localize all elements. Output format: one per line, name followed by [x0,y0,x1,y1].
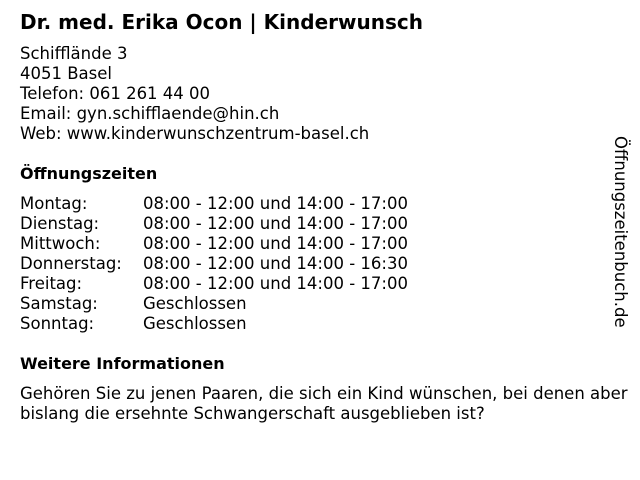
hours-time: 08:00 - 12:00 und 14:00 - 17:00 [143,214,408,233]
hours-time: 08:00 - 12:00 und 14:00 - 17:00 [143,194,408,213]
hours-row-sunday [20,314,408,334]
hours-row-saturday [20,294,408,314]
more-info-text: Gehören Sie zu jenen Paaren, die sich ein Kind wünschen, bei denen aber bislang die ersehnte Schwangerschaft ausgeblieben ist? [20,384,628,423]
hours-row-tuesday [20,214,408,234]
hours-row-thursday [20,254,408,274]
hours-time: 08:00 - 12:00 und 14:00 - 17:00 [143,234,408,253]
hours-row-monday [20,194,408,214]
email-line: Email: gyn.schifflaende@hin.ch [20,104,280,123]
web-line: Web: www.kinderwunschzentrum-basel.ch [20,124,370,143]
opening-hours-table [20,194,408,334]
address-block [20,44,369,144]
hours-day: Montag: [20,194,88,213]
hours-row-wednesday [20,234,408,254]
hours-day: Dienstag: [20,214,100,233]
hours-day: Samstag: [20,294,98,313]
more-info-heading: Weitere Informationen [20,354,225,373]
page-title: Dr. med. Erika Ocon | Kinderwunsch [20,10,423,34]
phone-line: Telefon: 061 261 44 00 [20,84,211,103]
hours-time: 08:00 - 12:00 und 14:00 - 17:00 [143,274,408,293]
hours-time: Geschlossen [143,294,247,313]
hours-day: Freitag: [20,274,83,293]
address-city: 4051 Basel [20,64,112,83]
hours-time: Geschlossen [143,314,247,333]
hours-day: Donnerstag: [20,254,122,273]
opening-hours-heading: Öffnungszeiten [20,164,158,183]
hours-day: Mittwoch: [20,234,101,253]
hours-day: Sonntag: [20,314,95,333]
watermark-text: Öffnungszeitenbuch.de [611,136,630,328]
hours-time: 08:00 - 12:00 und 14:00 - 16:30 [143,254,408,273]
hours-row-friday [20,274,408,294]
address-street: Schifflände 3 [20,44,128,63]
